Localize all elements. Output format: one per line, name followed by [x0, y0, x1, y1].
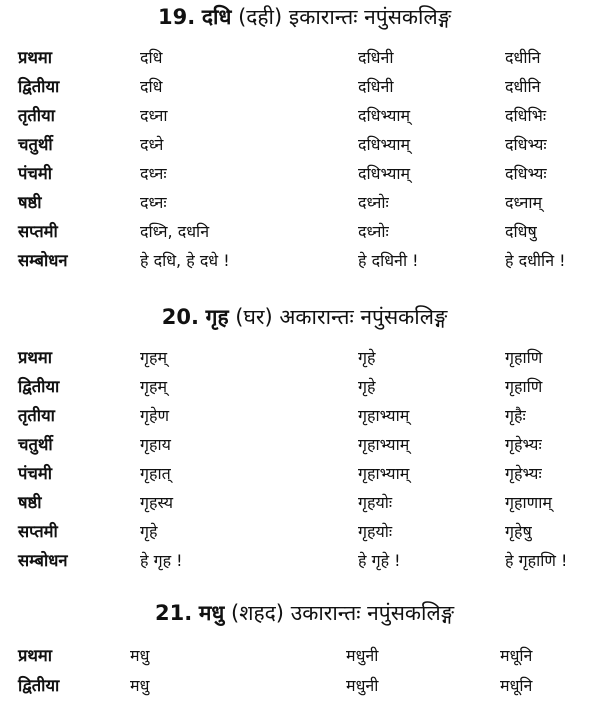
section-number: 21. — [154, 601, 193, 625]
table-row — [0, 162, 609, 186]
dual-form: गृहाभ्याम् — [358, 406, 410, 425]
section-type: इकारान्तः नपुंसकलिङ्ग — [288, 5, 452, 29]
case-name: प्रथमा — [18, 348, 53, 367]
case-name: षष्ठी — [18, 493, 42, 512]
dual-form: दध्नोः — [358, 222, 389, 241]
table-row — [0, 433, 609, 457]
singular-form: दध्ने — [140, 135, 164, 154]
singular-form: दध्नः — [140, 193, 167, 212]
table-row — [0, 674, 609, 698]
plural-form: दध्नाम् — [505, 193, 543, 212]
section-19-title — [0, 4, 609, 30]
table-row — [0, 104, 609, 128]
dual-form: मधुनी — [346, 646, 379, 665]
singular-form: गृहात् — [140, 464, 171, 483]
plural-form: गृहाणाम् — [505, 493, 552, 512]
case-name: प्रथमा — [18, 646, 53, 665]
plural-form: हे दधीनि ! — [505, 251, 566, 270]
section-meaning: (शहद) — [231, 601, 284, 625]
plural-form: गृहाणि — [505, 348, 543, 367]
dual-form: गृहे — [358, 377, 376, 396]
singular-form: मधु — [130, 646, 150, 665]
case-name: सम्बोधन — [18, 551, 68, 570]
case-name: चतुर्थी — [18, 135, 53, 154]
singular-form: गृहेण — [140, 406, 170, 425]
case-name: सम्बोधन — [18, 251, 68, 270]
plural-form: दधिभ्यः — [505, 135, 547, 154]
case-name: प्रथमा — [18, 48, 53, 67]
section-meaning: (दही) — [238, 5, 283, 29]
dual-form: हे गृहे ! — [358, 551, 401, 570]
dual-form: गृहयोः — [358, 522, 393, 541]
plural-form: दधीनि — [505, 48, 541, 67]
singular-form: दध्ना — [140, 106, 168, 125]
table-row — [0, 46, 609, 70]
singular-form: गृहाय — [140, 435, 171, 454]
section-word: मधु — [198, 601, 225, 625]
singular-form: गृहम् — [140, 377, 168, 396]
dual-form: दधिभ्याम् — [358, 164, 411, 183]
plural-form: गृहैः — [505, 406, 526, 425]
dual-form: गृहाभ्याम् — [358, 464, 410, 483]
case-name: द्वितीया — [18, 377, 60, 396]
table-row — [0, 404, 609, 428]
plural-form: दधीनि — [505, 77, 541, 96]
case-name: तृतीया — [18, 106, 55, 125]
singular-form: दधि — [140, 77, 163, 96]
dual-form: दधिभ्याम् — [358, 106, 411, 125]
singular-form: हे गृह ! — [140, 551, 183, 570]
section-number: 19. — [157, 5, 196, 29]
section-meaning: (घर) — [235, 305, 273, 329]
case-name: पंचमी — [18, 464, 52, 483]
dual-form: दधिनी — [358, 48, 394, 67]
dual-form: गृहे — [358, 348, 376, 367]
case-name: द्वितीया — [18, 77, 60, 96]
case-name: सप्तमी — [18, 522, 58, 541]
plural-form: दधिभ्यः — [505, 164, 547, 183]
singular-form: हे दधि, हे दधे ! — [140, 251, 230, 270]
table-row — [0, 462, 609, 486]
dual-form: मधुनी — [346, 676, 379, 695]
section-word: दधि — [201, 5, 232, 29]
table-row — [0, 249, 609, 273]
section-number: 20. — [161, 305, 199, 329]
singular-form: दधि — [140, 48, 163, 67]
table-row — [0, 220, 609, 244]
singular-form: दध्नि, दधनि — [140, 222, 210, 241]
table-row — [0, 346, 609, 370]
plural-form: गृहेभ्यः — [505, 435, 542, 454]
singular-form: दध्नः — [140, 164, 167, 183]
plural-form: मधूनि — [500, 646, 533, 665]
plural-form: दधिषु — [505, 222, 537, 241]
singular-form: मधु — [130, 676, 150, 695]
case-name: तृतीया — [18, 406, 55, 425]
section-word: गृह — [205, 305, 229, 329]
section-type: अकारान्तः नपुंसकलिङ्ग — [279, 305, 448, 329]
table-row — [0, 549, 609, 573]
dual-form: दधिनी — [358, 77, 394, 96]
table-row — [0, 491, 609, 515]
table-row — [0, 520, 609, 544]
plural-form: गृहेषु — [505, 522, 532, 541]
table-row — [0, 644, 609, 668]
dual-form: दधिभ्याम् — [358, 135, 411, 154]
plural-form: गृहेभ्यः — [505, 464, 542, 483]
dual-form: हे दधिनी ! — [358, 251, 419, 270]
section-type: उकारान्तः नपुंसकलिङ्ग — [290, 601, 455, 625]
plural-form: हे गृहाणि ! — [505, 551, 568, 570]
dual-form: गृहयोः — [358, 493, 393, 512]
singular-form: गृहे — [140, 522, 158, 541]
case-name: सप्तमी — [18, 222, 58, 241]
singular-form: गृहस्य — [140, 493, 174, 512]
dual-form: गृहाभ्याम् — [358, 435, 410, 454]
case-name: षष्ठी — [18, 193, 42, 212]
table-row — [0, 375, 609, 399]
plural-form: मधूनि — [500, 676, 533, 695]
case-name: चतुर्थी — [18, 435, 53, 454]
table-row — [0, 75, 609, 99]
plural-form: दधिभिः — [505, 106, 547, 125]
plural-form: गृहाणि — [505, 377, 543, 396]
case-name: पंचमी — [18, 164, 52, 183]
table-row — [0, 133, 609, 157]
dual-form: दध्नोः — [358, 193, 389, 212]
section-20-title — [0, 304, 609, 330]
case-name: द्वितीया — [18, 676, 60, 695]
table-row — [0, 191, 609, 215]
singular-form: गृहम् — [140, 348, 168, 367]
section-21-title — [0, 600, 609, 626]
